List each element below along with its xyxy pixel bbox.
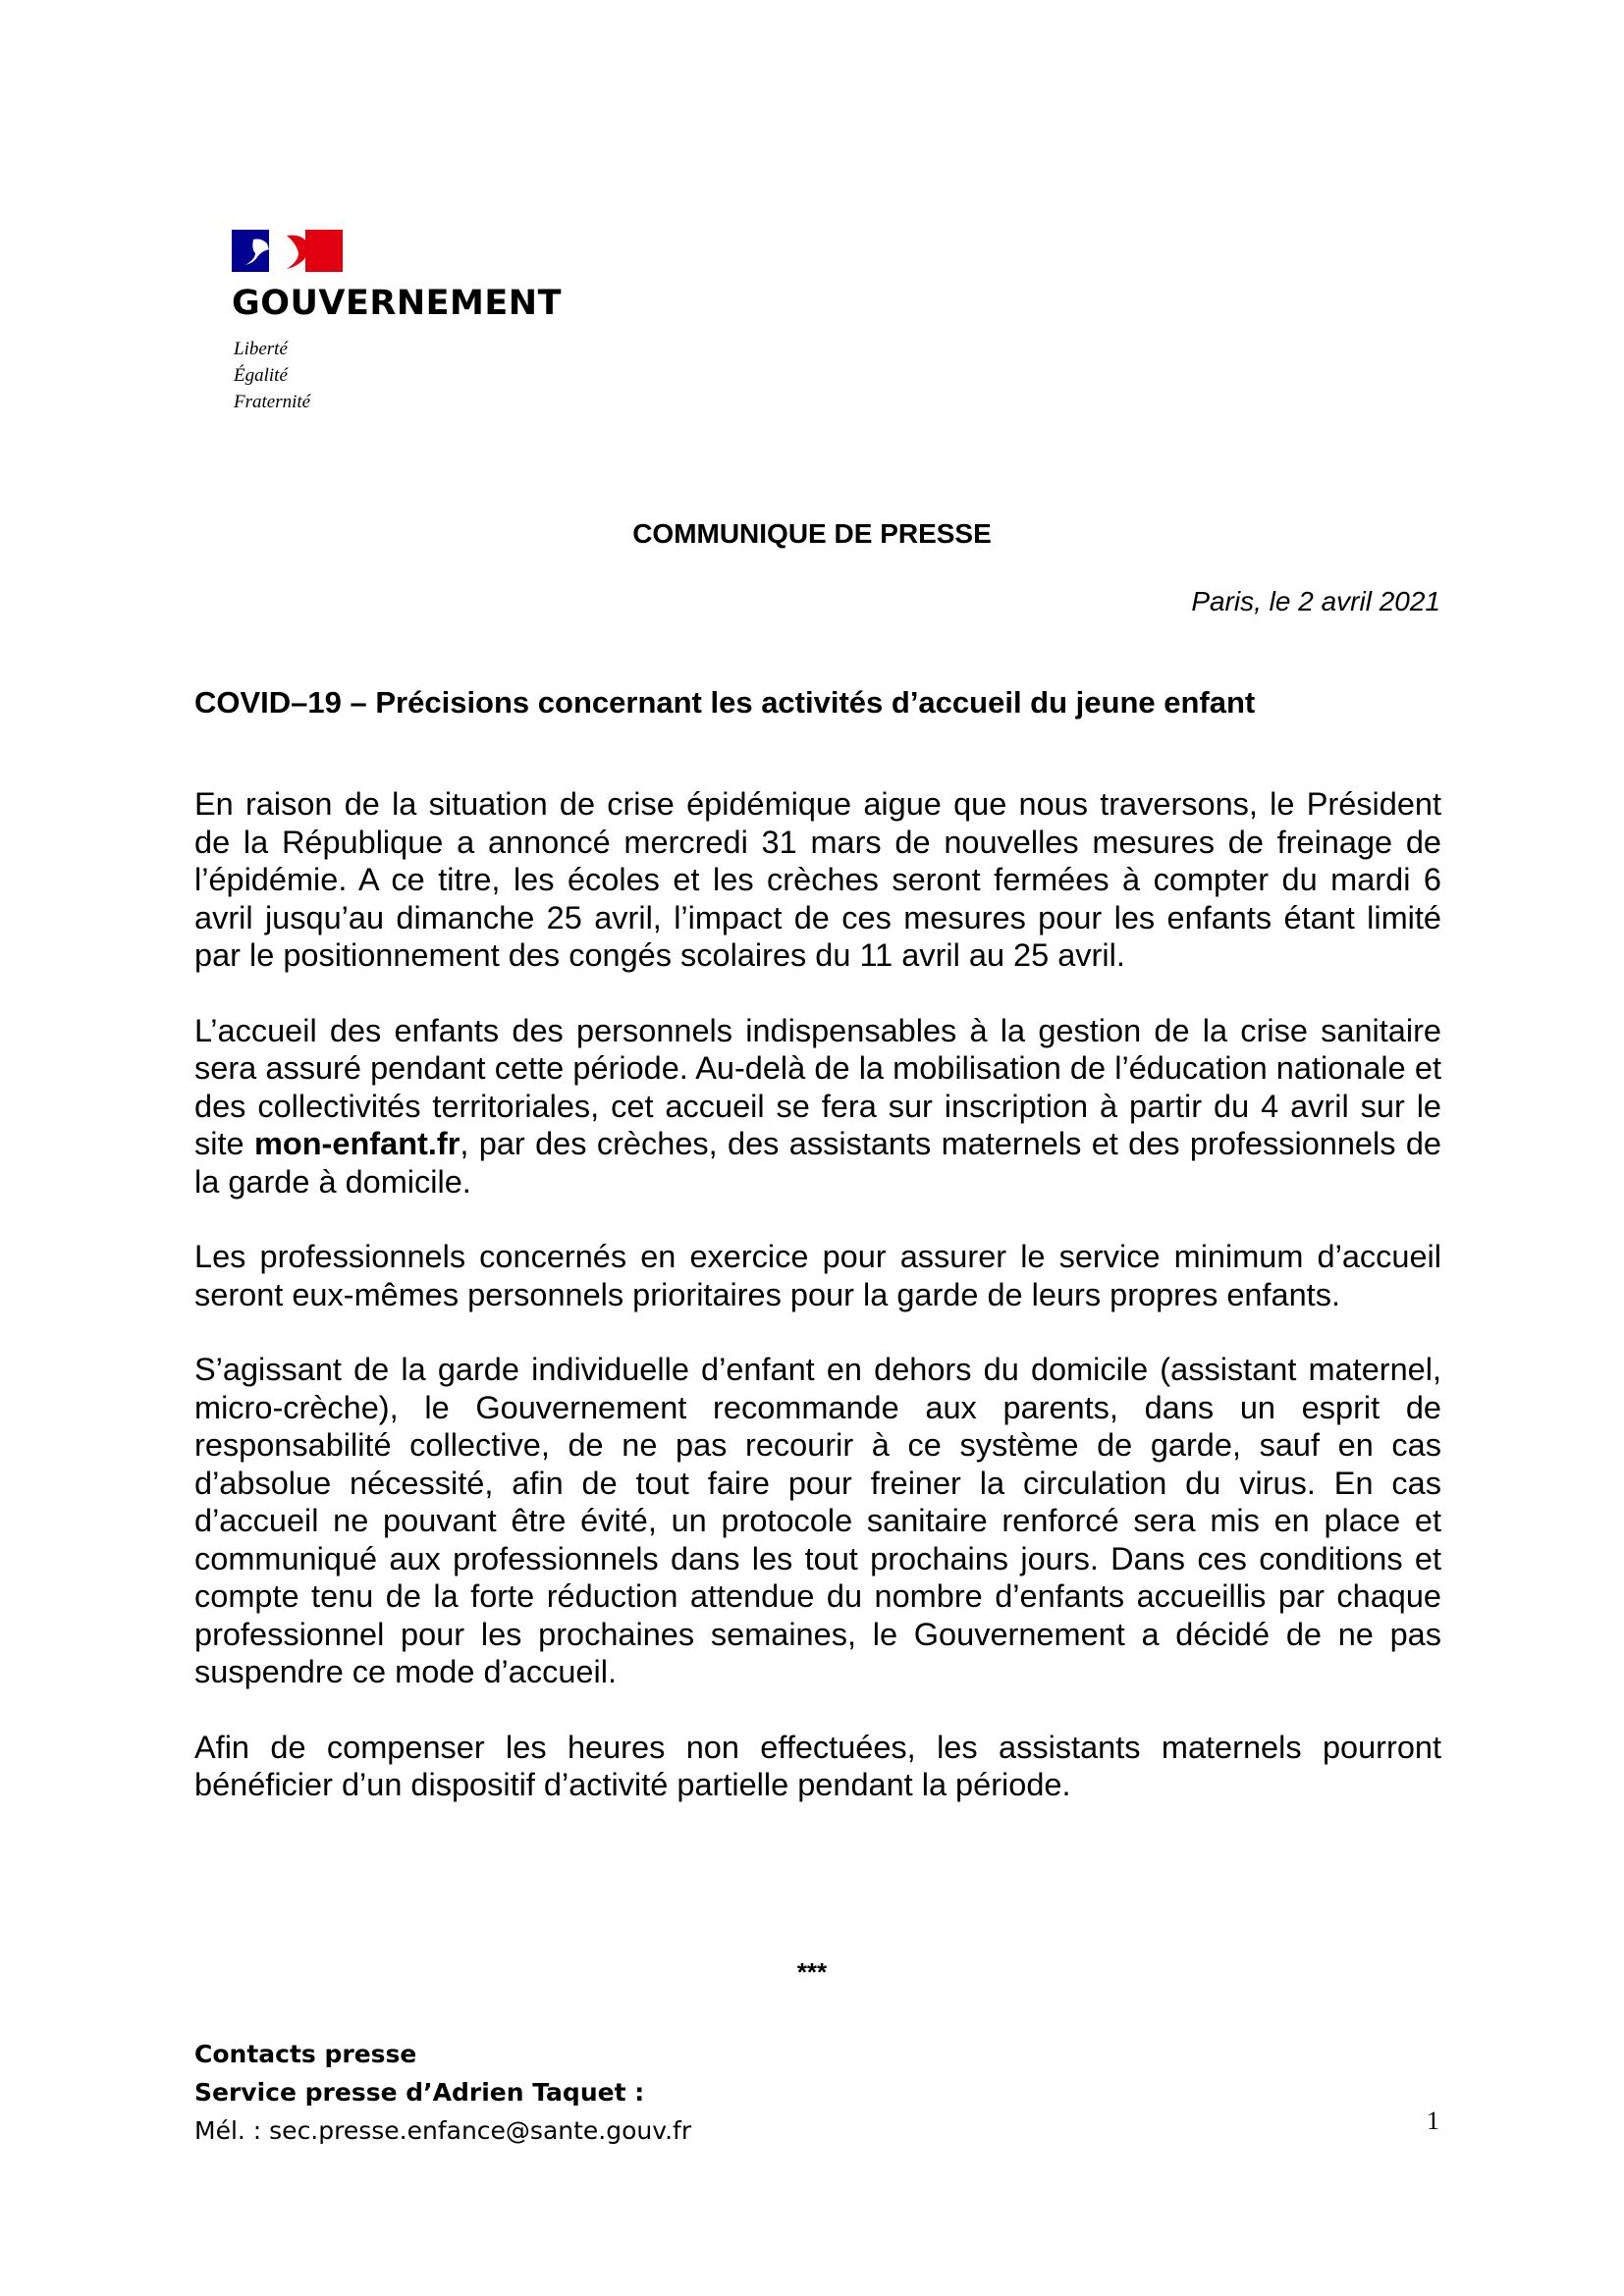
paragraph-5: Afin de compenser les heures non effectuées, les assistants maternels pourront bénéficier d’un dispositif d’activité partielle pendant la période. — [194, 1729, 1441, 1802]
mon-enfant-link[interactable]: mon-enfant.fr — [253, 1126, 460, 1161]
document-type-heading: COMMUNIQUE DE PRESSE — [632, 518, 992, 549]
motto — [234, 336, 310, 415]
page-number: 1 — [1427, 2107, 1439, 2135]
paragraph-3: Les professionnels concernés en exercice pour assurer le service minimum d’accueil seront eux-mêmes personnels prioritaires pour la garde de leurs propres enfants. — [194, 1239, 1441, 1312]
paragraph-4: S’agissant de la garde individuelle d’enfant en dehors du domicile (assistant maternel, micro-crèche), le Gouvernement recommande aux parents, dans un esprit de responsabilité collective, de ne pas recourir à ce système de garde, sauf en cas d’absolue nécessité, afin de tout faire pour freiner la circulation du virus. En cas d’accueil ne pouvant être évité, un protocole sanitaire renforcé sera mis en place et communiqué aux professionnels dans les tout prochains jours. Dans ces conditions et compte tenu de la forte réduction attendue du nombre d’enfants accueillis par chaque professionnel pour les prochaines semaines, le Gouvernement a décidé de ne pas suspendre ce mode d’accueil. — [194, 1352, 1441, 1689]
paragraph-2-outro: , par des crèches, des assistants maternels et des professionnels de la garde à domicile. — [194, 1126, 1441, 1200]
government-logo — [232, 230, 605, 412]
motto-liberte: Liberté — [234, 339, 288, 359]
marianne-flag-icon — [232, 230, 343, 272]
paragraph-1: En raison de la situation de crise épidémique aigue que nous traversons, le Président de la République a annoncé mercredi 31 mars de nouvelles mesures de freinage de l’épidémie. A ce titre, les écoles et les crèches seront fermées à compter du mardi 6 avril jusqu’au dimanche 25 avril, l’impact de ces mesures pour les enfants étant limité par le positionnement des congés scolaires du 11 avril au 25 avril. — [194, 786, 1441, 973]
contacts-title: Contacts presse — [194, 2040, 417, 2068]
section-separator: *** — [796, 1957, 828, 1987]
press-contacts — [194, 2035, 691, 2150]
contact-email[interactable]: Mél. : sec.presse.enfance@sante.gouv.fr — [194, 2116, 692, 2145]
motto-egalite: Égalité — [234, 365, 288, 386]
press-service-name: Service presse d’Adrien Taquet : — [194, 2078, 645, 2107]
paragraph-2-intro: L’accueil des enfants des personnels indispensables à la gestion de la crise sanitaire sera assuré pendant cette période. Au-delà de la mobilisation de l’éducation nationale et des collectivités territoriales, cet accueil se fera sur inscription à partir du 4 avril sur le site — [194, 1012, 1441, 1161]
paragraph-2 — [194, 1012, 1441, 1201]
date-line: Paris, le 2 avril 2021 — [1191, 586, 1440, 616]
press-release-headline: COVID–19 – Précisions concernant les activités d’accueil du jeune enfant — [194, 685, 1256, 720]
logo-wordmark: GOUVERNEMENT — [232, 284, 562, 323]
body-text — [194, 785, 1441, 1842]
motto-fraternite: Fraternité — [234, 392, 311, 412]
